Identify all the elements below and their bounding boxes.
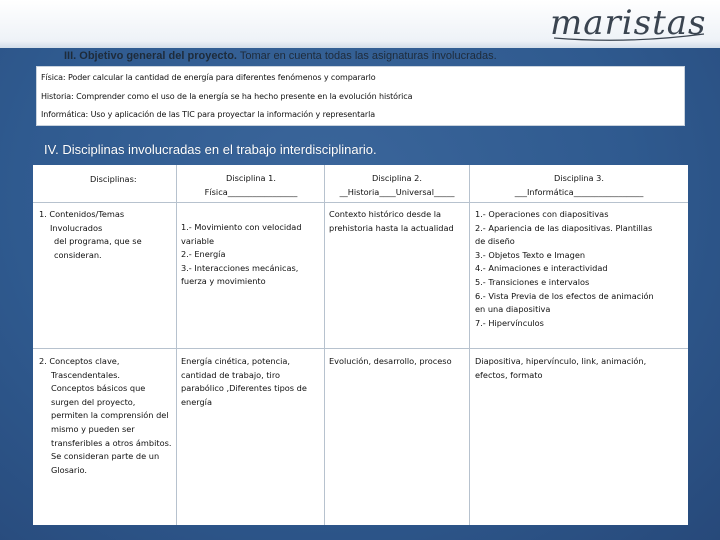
row-1-informatica-line: 1.- Operaciones con diapositivas <box>475 209 609 219</box>
table-divider <box>33 348 688 349</box>
row-2-label-line: Se consideran parte de un <box>51 451 160 462</box>
row-2-label-line: surgen del proyecto, <box>51 396 136 407</box>
row-2-historia-line: Evolución, desarrollo, proceso <box>329 356 452 366</box>
row-1-fisica-line: 3.- Interacciones mecánicas, <box>181 262 299 273</box>
row-2-fisica-line: energía <box>181 396 212 407</box>
row-2-label-line: 2. Conceptos clave, <box>39 356 120 366</box>
table-divider <box>469 165 470 525</box>
row-1-fisica-line: 1.- Movimiento con velocidad <box>181 222 302 232</box>
row-1-informatica-line: 5.- Transiciones e intervalos <box>475 276 590 287</box>
row-2-fisica-line: cantidad de trabajo, tiro <box>181 369 281 380</box>
header-disciplina-2 <box>325 172 469 199</box>
header-disciplina-2-label: Disciplina 2. <box>372 173 422 183</box>
header-disciplina-3 <box>470 172 688 199</box>
table-divider <box>176 165 177 525</box>
row-1-label-line: 1. Contenidos/Temas <box>39 209 125 219</box>
row-1-label-line: consideran. <box>54 249 102 260</box>
header-disciplina-1-name: Física_________________ <box>204 186 298 197</box>
row-2-fisica-line: parabólico ,Diferentes tipos de <box>181 383 307 394</box>
logo-text: maristas <box>550 4 707 43</box>
row-1-label-line: del programa, que se <box>54 236 142 247</box>
row-1-fisica-line: variable <box>181 235 215 246</box>
row-2-fisica <box>181 355 307 409</box>
row-1-informatica-line: 7.- Hipervínculos <box>475 317 544 328</box>
row-2-label-line: Glosario. <box>51 464 88 475</box>
row-2-label-line: mismo y pueden ser <box>51 423 135 434</box>
row-1-historia <box>329 208 454 235</box>
objectives-box <box>36 66 685 126</box>
row-1-label-line: Involucrados <box>50 222 103 233</box>
disciplines-table <box>33 165 688 525</box>
row-2-label-line: Trascendentales. <box>51 369 121 380</box>
row-1-informatica-line: de diseño <box>475 236 515 247</box>
row-2-label <box>39 355 171 477</box>
row-1-informatica <box>475 208 654 330</box>
header-disciplinas: Disciplinas: <box>90 174 137 184</box>
row-2-informatica-line: Diapositiva, hipervínculo, link, animación, <box>475 356 647 366</box>
row-1-informatica-line: 4.- Animaciones e interactividad <box>475 263 608 274</box>
row-1-historia-line: Contexto histórico desde la <box>329 209 442 219</box>
row-2-label-line: Conceptos básicos que <box>51 383 146 394</box>
row-1-fisica-line: fuerza y movimiento <box>181 276 266 287</box>
header-disciplina-3-label: Disciplina 3. <box>554 173 604 183</box>
objective-informatica: Informática: Uso y aplicación de las TIC para proyectar la información y representarla <box>41 110 376 119</box>
row-1-historia-line: prehistoria hasta la actualidad <box>329 222 454 233</box>
row-2-label-line: permiten la comprensión del <box>51 410 169 421</box>
objective-fisica: Física: Poder calcular la cantidad de energía para diferentes fenómenos y compararlo <box>41 73 376 82</box>
table-divider <box>33 202 688 203</box>
table-divider <box>324 165 325 525</box>
row-2-label-line: transferibles a otros ámbitos. <box>51 437 172 448</box>
maristas-logo <box>548 4 708 44</box>
header-disciplina-3-name: ___Informática_________________ <box>514 186 644 197</box>
row-2-historia <box>329 355 452 369</box>
objective-historia: Historia: Comprender como el uso de la energía se ha hecho presente en la evolución histórica <box>41 92 413 101</box>
row-1-informatica-line: 6.- Vista Previa de los efectos de animación <box>475 290 654 301</box>
row-1-label <box>39 208 142 262</box>
row-2-fisica-line: Energía cinética, potencia, <box>181 356 290 366</box>
row-2-informatica <box>475 355 646 382</box>
header-disciplina-1-label: Disciplina 1. <box>226 173 276 183</box>
row-1-fisica-line: 2.- Energía <box>181 249 226 260</box>
row-1-informatica-line: 3.- Objetos Texto e Imagen <box>475 249 586 260</box>
header-disciplina-1 <box>181 172 321 199</box>
section-3-subtitle: Tomar en cuenta todas las asignaturas involucradas. <box>239 50 497 62</box>
row-1-informatica-line: en una diapositiva <box>475 304 551 315</box>
row-2-informatica-line: efectos, formato <box>475 369 543 380</box>
section-3-heading <box>64 50 497 62</box>
section-4-title: IV. Disciplinas involucradas en el trabajo interdisciplinario. <box>44 142 377 157</box>
header-disciplina-2-name: __Historia____Universal_____ <box>339 186 455 197</box>
section-3-title: III. Objetivo general del proyecto. <box>64 50 237 62</box>
row-1-fisica <box>181 221 302 289</box>
row-1-informatica-line: 2.- Apariencia de las diapositivas. Plantillas <box>475 222 653 233</box>
